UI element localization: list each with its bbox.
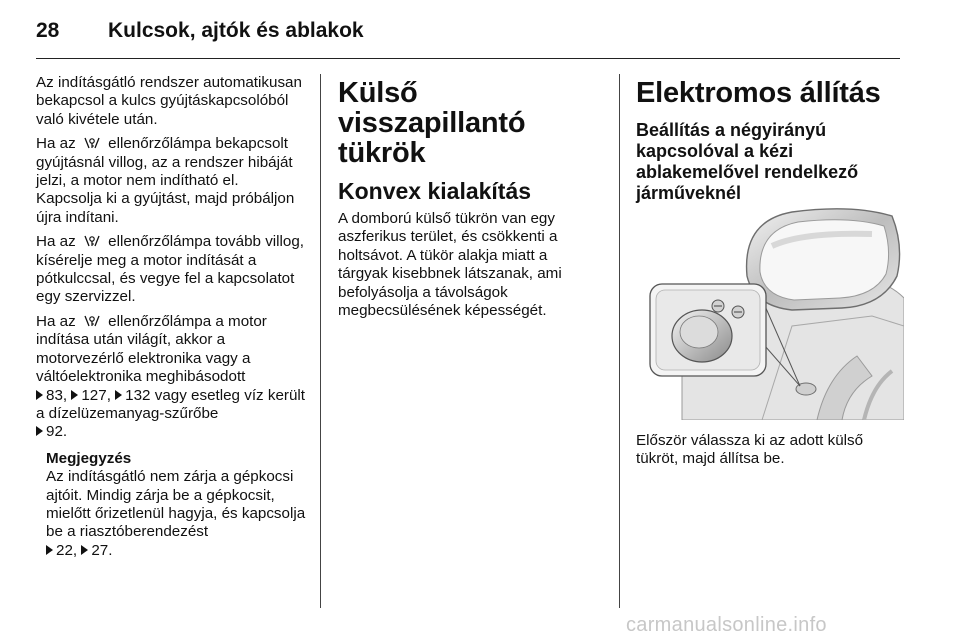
section-heading-electric: Elektromos állítás [636, 77, 881, 109]
arrow-right-icon [36, 390, 43, 400]
arrow-right-icon [71, 390, 78, 400]
subheading-four-way-switch: Beállítás a négyirányú kapcsolóval a kézi ablakemelővel rendelkező járműveknél [636, 120, 859, 203]
immobiliser-lamp-icon [82, 234, 102, 248]
header-rule [36, 58, 900, 59]
page-reference-link[interactable]: 27. [81, 542, 112, 559]
column-exterior-mirrors [338, 74, 590, 326]
immobiliser-paragraph-2: Ha az ellenőrzőlámpa bekapcsolt gyújtásnál villog, az a rendszer hibáját jelzi, a motor nem indítható el. Kapcsolja ki a gyújtást, majd próbáljon újra indítani. [36, 135, 295, 226]
section-heading-mirrors: Külső visszapillantó tükrök [338, 77, 526, 169]
page-reference-link[interactable]: 83, [36, 387, 67, 404]
page-reference-link[interactable]: 92. [36, 423, 67, 440]
page-reference-link[interactable]: 22, [46, 542, 77, 559]
subheading-convex: Konvex kialakítás [338, 178, 532, 204]
arrow-right-icon [46, 545, 53, 555]
column-immobiliser [36, 74, 308, 560]
page-header [36, 16, 926, 46]
note-text: Az indításgátló nem zárja a gépkocsi ajtóit. Mindig zárja be a gépkocsit, mielőtt őrizetlenül hagyja, és kapcsolja be a riasztóberendezést [46, 468, 306, 541]
watermark: carmanualsonline.info [626, 614, 827, 636]
illustration-caption: Először válassza ki az adott külső tükröt, majd állítsa be. [636, 432, 864, 468]
immobiliser-intro: Az indításgátló rendszer automatikusan bekapcsol a kulcs gyújtáskapcsolóból való kivétele után. [36, 74, 302, 128]
page-reference-link[interactable]: 132 [115, 387, 150, 404]
arrow-right-icon [81, 545, 88, 555]
column-divider-right [619, 74, 620, 608]
immobiliser-paragraph-4: Ha az ellenőrzőlámpa a motor indítása után világít, akkor a motorvezérlő elektronika vagy a váltóelektronika meghibásodott 83, 127, 132 vagy esetleg víz került a dízelüzemanyag-szűrőbe 92. [36, 312, 305, 441]
immobiliser-lamp-icon [82, 314, 102, 328]
mirror-switch-illustration [642, 206, 904, 420]
arrow-right-icon [115, 390, 122, 400]
column-electric-adjustment [636, 74, 904, 220]
chapter-title: Kulcsok, ajtók és ablakok [108, 19, 364, 42]
note-box [46, 450, 308, 560]
immobiliser-lamp-icon [82, 136, 102, 150]
immobiliser-paragraph-3: Ha az ellenőrzőlámpa tovább villog, kísérelje meg a motor indítását a pótkulccsal, és vegye fel a kapcsolatot egy szervizzel. [36, 233, 305, 306]
arrow-right-icon [36, 426, 43, 436]
column-divider-left [320, 74, 321, 608]
note-title: Megjegyzés [46, 449, 132, 467]
page-reference-link[interactable]: 127, [71, 387, 111, 404]
convex-text: A domború külső tükrön van egy aszferikus terület, és csökkenti a holtsávot. A tükör alakja miatt a tárgyak kisebbnek látszanak, ami befolyásolja a távolságok megbecsülésének képességét. [338, 210, 562, 320]
page-number: 28 [36, 19, 60, 42]
